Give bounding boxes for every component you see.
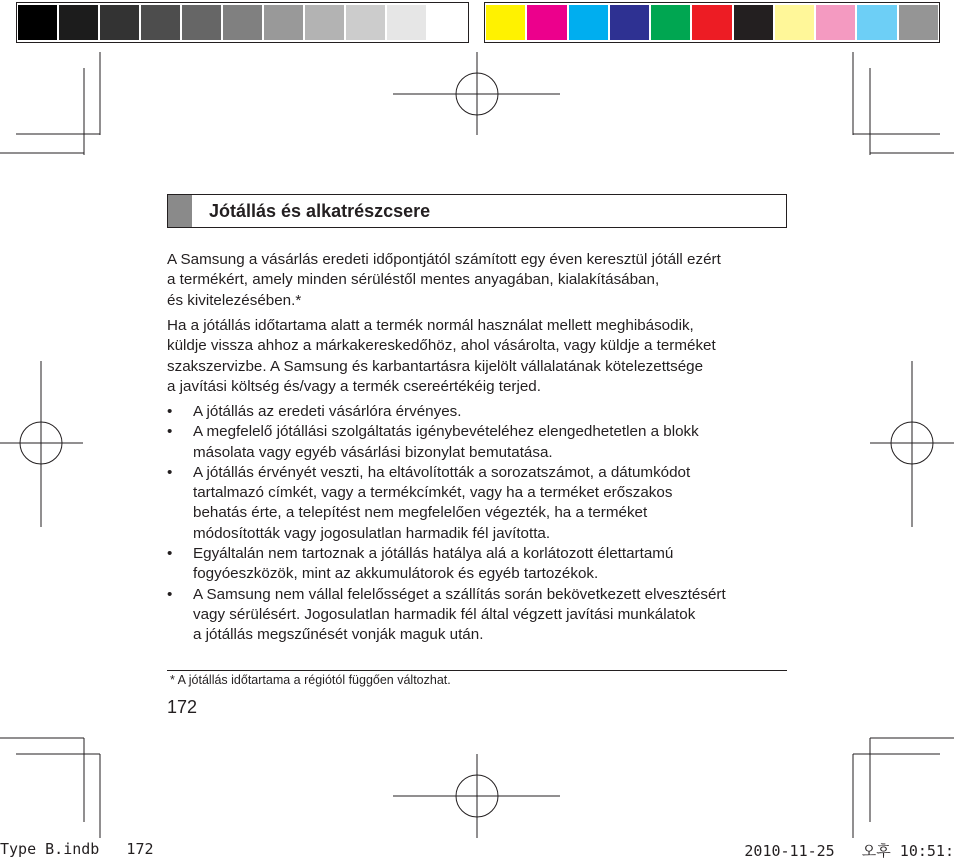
- text-line: a termékért, amely minden sérüléstől mentes anyagában, kialakításában,: [167, 271, 660, 289]
- slug-timestamp: 2010-11-25 오후 10:51:: [744, 842, 954, 860]
- bullet-icon: •: [167, 403, 173, 420]
- bullet-icon: •: [167, 545, 173, 563]
- list-item: [167, 402, 792, 422]
- text-line: behatás érte, a telepítést nem megfelelően végezték, ha a terméket: [193, 504, 648, 522]
- text-line: vagy sérülésért. Jogosulatlan harmadik fél által végzett javítási munkálatok: [193, 605, 696, 623]
- registration-mark-bottom: [393, 754, 560, 838]
- text-line: módosították vagy jogosulatlan harmadik fél javította.: [193, 524, 551, 542]
- paragraph-warranty-intro: [167, 250, 792, 311]
- text-line: A megfelelő jótállási szolgáltatás igénybevételéhez elengedhetetlen a blokk: [193, 423, 699, 441]
- paragraph-warranty-defect: [167, 316, 792, 397]
- list-item: [167, 585, 792, 646]
- text-line: szakszervizbe. A Samsung és karbantartásra kijelölt vállalatának kötelezettsége: [167, 357, 704, 375]
- bullet-icon: •: [167, 423, 173, 441]
- text-line: A jótállás az eredeti vásárlóra érvényes.: [193, 403, 462, 420]
- list-item: [167, 422, 792, 463]
- text-line: a jótállás megszűnését vonják maguk után.: [193, 626, 484, 644]
- list-item: [167, 544, 792, 585]
- text-line: és kivitelezésében.*: [167, 291, 302, 309]
- text-line: Egyáltalán nem tartoznak a jótállás hatálya alá a korlátozott élettartamú: [193, 545, 674, 563]
- registration-mark-right: [870, 361, 954, 527]
- text-line: fogyóeszközök, mint az akkumulátorok és egyéb tartozékok.: [193, 565, 599, 583]
- text-line: A Samsung nem vállal felelősséget a szállítás során bekövetkezett elvesztésért: [193, 585, 726, 603]
- slug-file-info: Type B.indb 172: [0, 840, 154, 858]
- list-item: [167, 463, 792, 544]
- text-line: A jótállás érvényét veszti, ha eltávolították a sorozatszámot, a dátumkódot: [193, 463, 691, 481]
- section-title: Jótállás és alkatrészcsere: [209, 201, 431, 221]
- text-line: A Samsung a vásárlás eredeti időpontjától számított egy éven keresztül jótáll ezért: [167, 251, 721, 268]
- page-number: 172: [167, 697, 198, 717]
- text-line: küldje vissza ahhoz a márkakereskedőhöz, ahol vásárolta, vagy küldje a terméket: [167, 337, 716, 355]
- text-line: a javítási költség és/vagy a termék csereértékéig terjed.: [167, 377, 541, 395]
- bullet-icon: •: [167, 463, 173, 481]
- footnote: * A jótállás időtartama a régiótól függően változhat.: [170, 673, 451, 687]
- footnote-divider: [167, 670, 787, 671]
- text-line: tartalmazó címkét, vagy a termékcímkét, vagy ha a terméket erőszakos: [193, 484, 673, 502]
- text-line: Ha a jótállás időtartama alatt a termék normál használat mellett meghibásodik,: [167, 317, 694, 334]
- registration-mark-left: [0, 361, 83, 527]
- bullet-icon: •: [167, 585, 173, 603]
- section-heading-tab: [168, 195, 192, 227]
- registration-mark-top: [393, 52, 560, 135]
- text-line: másolata vagy egyéb vásárlási bizonylat bemutatása.: [193, 443, 553, 461]
- bullet-list: [167, 402, 792, 646]
